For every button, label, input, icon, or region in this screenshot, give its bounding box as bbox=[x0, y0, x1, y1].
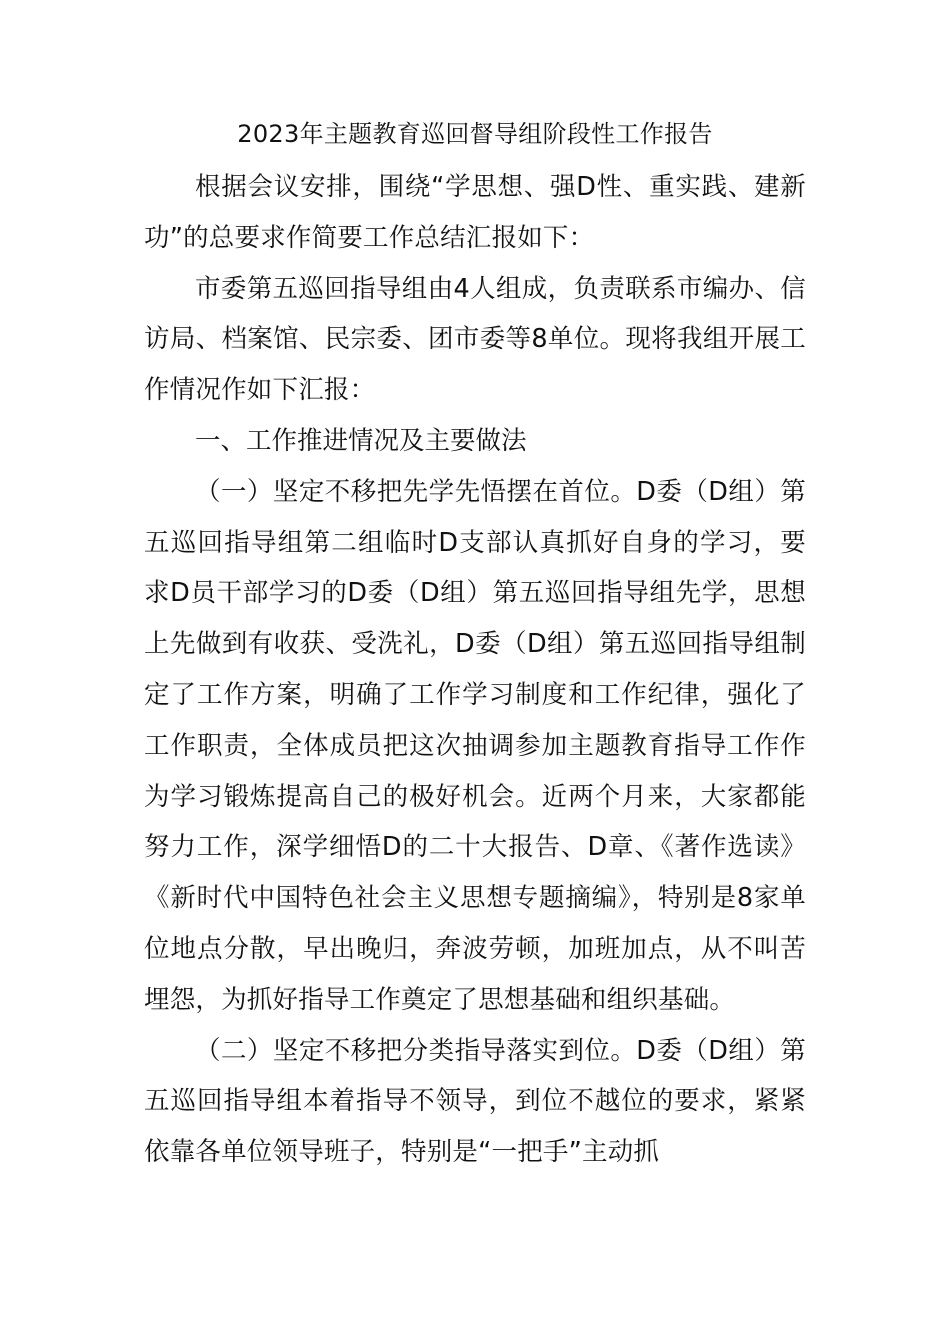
body-paragraph-2: （二）坚定不移把分类指导落实到位。D委（D组）第五巡回指导组本着指导不领导，到位不越位的要求，紧紧依靠各单位领导班子，特别是“一把手”主动抓 bbox=[144, 1035, 806, 1168]
document-page bbox=[144, 112, 806, 1178]
section-heading: 一、工作推进情况及主要做法 bbox=[195, 425, 527, 456]
intro-paragraph: 根据会议安排，围绕“学思想、强D性、重实践、建新功”的总要求作简要工作总结汇报如下： bbox=[144, 172, 806, 253]
composition-paragraph: 市委第五巡回指导组由4人组成，负责联系市编办、信访局、档案馆、民宗委、团市委等8单位。现将我组开展工作情况作如下汇报： bbox=[144, 273, 806, 406]
document-title: 2023年主题教育巡回督导组阶段性工作报告 bbox=[237, 120, 713, 148]
body-paragraph-1: （一）坚定不移把先学先悟摆在首位。D委（D组）第五巡回指导组第二组临时D支部认真抓好自身的学习，要求D员干部学习的D委（D组）第五巡回指导组先学，思想上先做到有收获、受洗礼，D委（D组）第五巡回指导组制定了工作方案，明确了工作学习制度和工作纪律，强化了工作职责，全体成员把这次抽调参加主题教育指导工作作为学习锻炼提高自己的极好机会。近两个月来，大家都能努力工作，深学细悟D的二十大报告、D章、《著作选读》《新时代中国特色社会主义思想专题摘编》，特别是8家单位地点分散，早出晚归，奔波劳顿，加班加点，从不叫苦埋怨，为抓好指导工作奠定了思想基础和组织基础。 bbox=[144, 476, 806, 1015]
